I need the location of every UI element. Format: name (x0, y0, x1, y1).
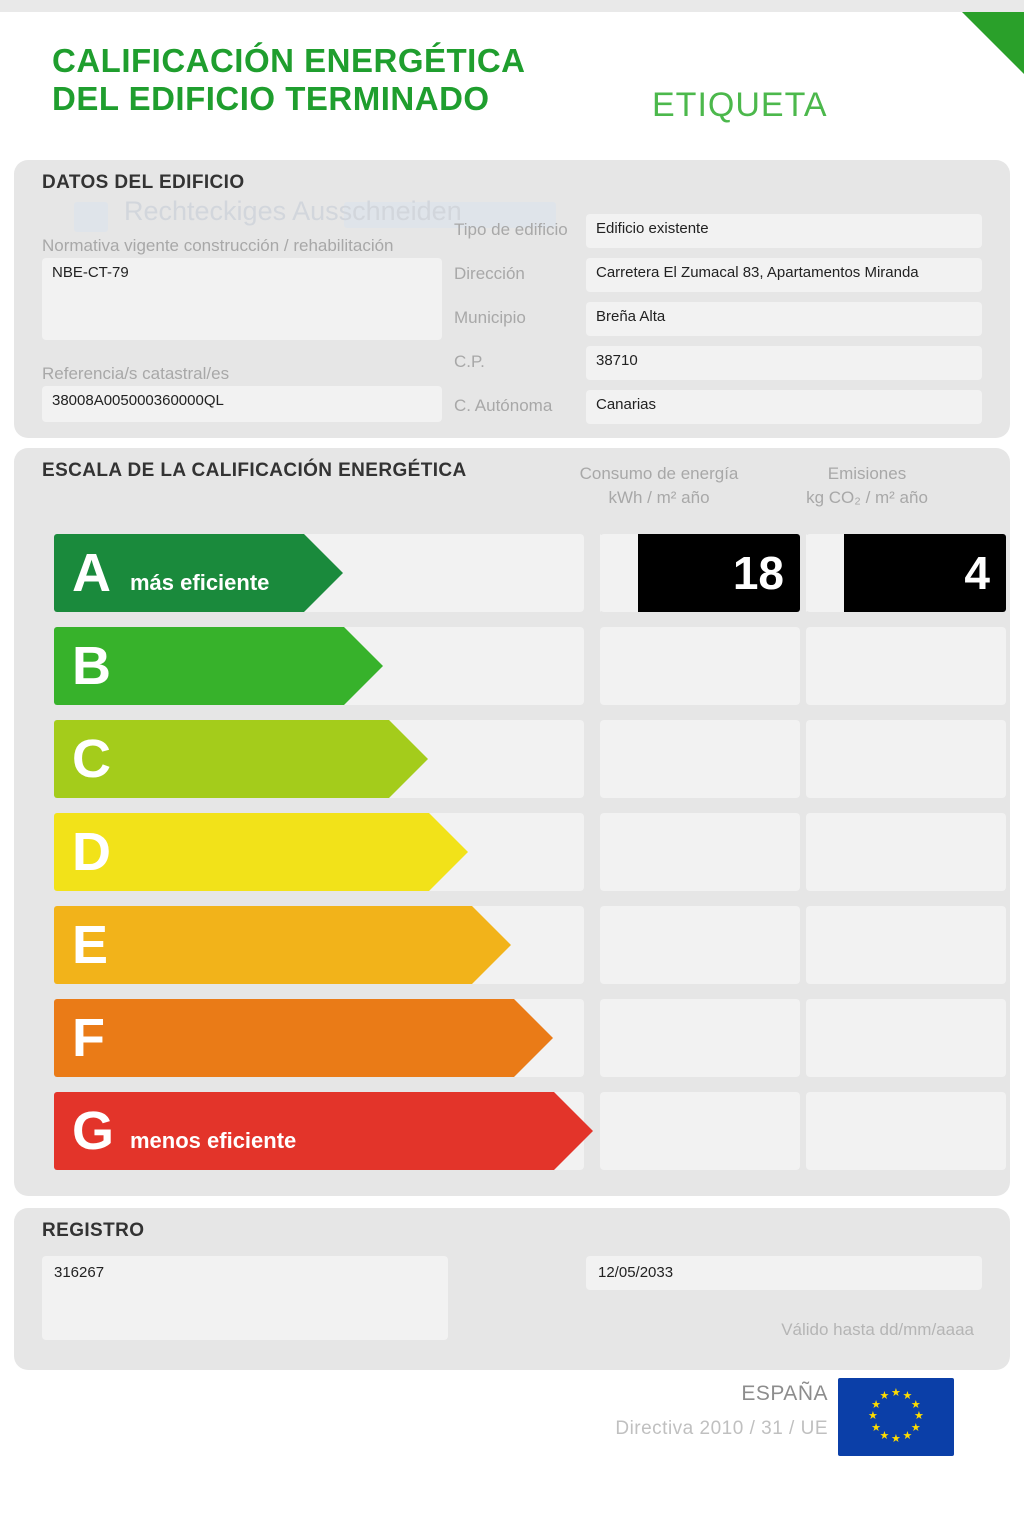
rating-band-f (54, 999, 514, 1077)
rating-band-arrow (389, 720, 428, 798)
rating-row (54, 813, 984, 906)
tipo-edificio-label: Tipo de edificio (454, 220, 568, 239)
consumo-cell (600, 999, 800, 1077)
municipio-label: Municipio (454, 308, 526, 327)
registro-panel (14, 1208, 1010, 1370)
emisiones-cell (806, 813, 1006, 891)
eu-flag-icon (838, 1378, 954, 1456)
consumo-cell (600, 813, 800, 891)
country-label: ESPAÑA (741, 1382, 828, 1405)
registro-date-field[interactable]: 12/05/2033 (586, 1256, 982, 1290)
emisiones-cell (806, 999, 1006, 1077)
codigo-postal-field[interactable]: 38710 (586, 346, 982, 380)
registro-number-field[interactable]: 316267 (42, 1256, 448, 1340)
page-title (52, 42, 526, 118)
codigo-postal-label: C.P. (454, 352, 485, 371)
rating-letter: A (72, 543, 111, 603)
most-efficient-note: más eficiente (130, 570, 270, 595)
emisiones-header-line1: Emisiones (827, 464, 907, 483)
rating-band-arrow (472, 906, 511, 984)
rating-letter: B (72, 636, 111, 696)
municipio-field[interactable]: Breña Alta (586, 302, 982, 336)
emisiones-header-line2: kg CO₂ / m² año (806, 488, 928, 507)
emisiones-cell (806, 720, 1006, 798)
rating-letter: D (72, 822, 111, 882)
eu-star: ★ (914, 1410, 924, 1422)
comunidad-autonoma-label: C. Autónoma (454, 396, 553, 415)
rating-band-g (54, 1092, 554, 1170)
watermark-icon (74, 202, 108, 232)
emisiones-value-marker (844, 534, 1006, 612)
emisiones-value: 4 (964, 547, 990, 599)
consumo-value: 18 (732, 547, 784, 599)
consumo-header-line1: Consumo de energía (579, 464, 739, 483)
rating-band-arrow (514, 999, 553, 1077)
eu-star: ★ (910, 1398, 921, 1411)
document-header (52, 42, 972, 138)
rating-band-a (54, 534, 304, 612)
registro-heading: REGISTRO (42, 1220, 145, 1241)
consumo-header-line2: kWh / m² año (608, 488, 710, 507)
rating-row (54, 720, 984, 813)
valid-until-text: Válido hasta dd/mm/aaaa (781, 1320, 974, 1339)
consumo-value-marker (638, 534, 800, 612)
eu-star: ★ (871, 1398, 881, 1411)
eu-star: ★ (902, 1429, 913, 1442)
rating-letter: F (72, 1008, 105, 1068)
rating-band-e (54, 906, 472, 984)
energy-scale-panel (14, 448, 1010, 1196)
rating-band-arrow (554, 1092, 593, 1170)
eu-star: ★ (902, 1390, 913, 1403)
referencia-catastral-field[interactable]: 38008A005000360000QL (42, 386, 442, 422)
emisiones-cell (806, 906, 1006, 984)
rating-row (54, 906, 984, 999)
eu-star: ★ (879, 1429, 890, 1442)
eu-star: ★ (891, 1387, 901, 1399)
building-data-heading: DATOS DEL EDIFICIO (42, 172, 245, 193)
directive-label: Directiva 2010 / 31 / UE (615, 1418, 828, 1439)
rating-band-arrow (429, 813, 468, 891)
rating-band-d (54, 813, 429, 891)
consumo-cell (600, 720, 800, 798)
comunidad-autonoma-field[interactable]: Canarias (586, 390, 982, 424)
emisiones-column-header (762, 462, 972, 510)
rating-row (54, 1092, 984, 1185)
rating-band-c (54, 720, 389, 798)
consumo-cell (600, 1092, 800, 1170)
eu-star: ★ (879, 1390, 890, 1403)
emisiones-cell (806, 627, 1006, 705)
rating-band-b (54, 627, 344, 705)
direccion-label: Dirección (454, 264, 525, 283)
rating-row (54, 627, 984, 720)
emisiones-cell (806, 1092, 1006, 1170)
normativa-label: Normativa vigente construcción / rehabilitación (42, 236, 394, 255)
watermark-text: Rechteckiges Ausschneiden (124, 196, 462, 226)
eu-star: ★ (891, 1433, 901, 1445)
bottom-white-strip (0, 1510, 1024, 1536)
direccion-field[interactable]: Carretera El Zumacal 83, Apartamentos Miranda (586, 258, 982, 292)
rating-band-arrow (344, 627, 383, 705)
building-data-panel (14, 160, 1010, 438)
eu-star: ★ (910, 1421, 921, 1434)
rating-letter: E (72, 915, 109, 975)
consumo-column-header (554, 462, 764, 510)
etiqueta-label: ETIQUETA (652, 86, 828, 124)
consumo-cell (600, 906, 800, 984)
top-border-strip (0, 0, 1024, 12)
rating-row (54, 534, 990, 627)
rating-row (54, 999, 984, 1092)
referencia-catastral-label: Referencia/s catastral/es (42, 364, 230, 383)
normativa-field[interactable]: NBE-CT-79 (42, 258, 442, 340)
rating-letter: G (72, 1101, 115, 1161)
rating-rows (54, 534, 990, 1185)
eu-star: ★ (868, 1410, 878, 1422)
eu-star: ★ (871, 1421, 881, 1434)
energy-scale-heading: ESCALA DE LA CALIFICACIÓN ENERGÉTICA (42, 460, 467, 481)
least-efficient-note: menos eficiente (130, 1128, 297, 1153)
rating-letter: C (72, 729, 111, 789)
marker-notch (600, 534, 638, 612)
consumo-cell (600, 627, 800, 705)
marker-notch (806, 534, 844, 612)
title-line-2: DEL EDIFICIO TERMINADO (52, 80, 490, 117)
tipo-edificio-field[interactable]: Edificio existente (586, 214, 982, 248)
title-line-1: CALIFICACIÓN ENERGÉTICA (52, 42, 526, 79)
rating-band-arrow (304, 534, 343, 612)
document-footer (0, 1382, 1010, 1492)
